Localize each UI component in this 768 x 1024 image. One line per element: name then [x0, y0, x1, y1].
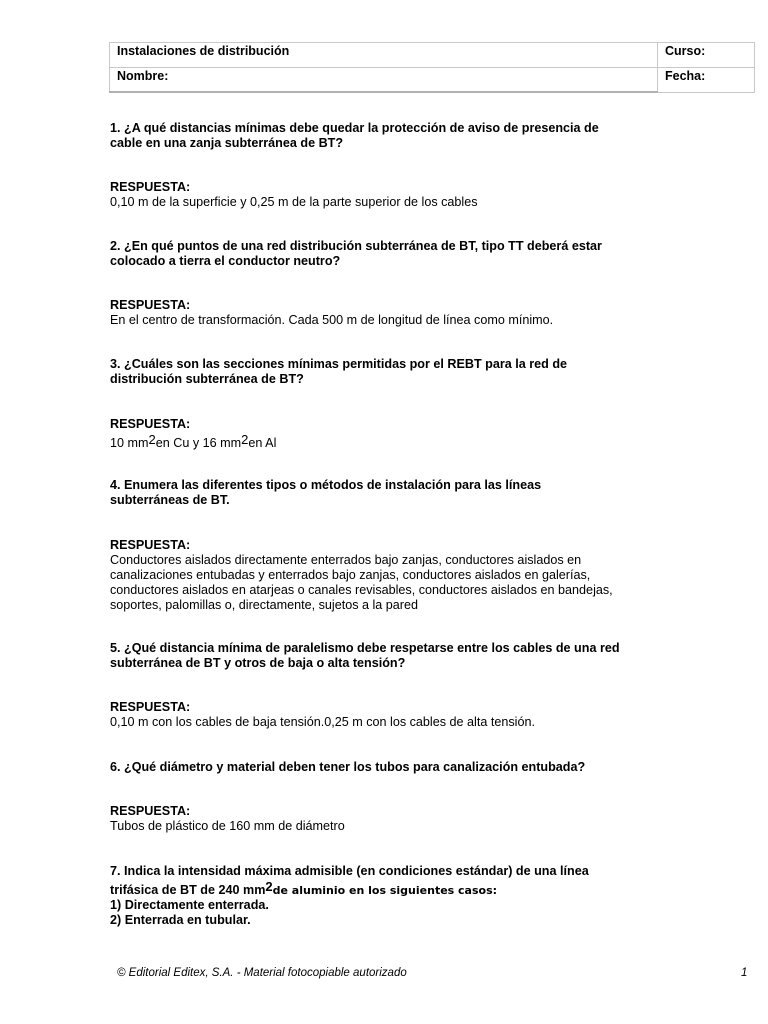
question-4: [110, 478, 670, 508]
answer-5: 0,10 m con los cables de baja tensión.0,25 m con los cables de alta tensión.: [110, 715, 535, 729]
question-2-line-2: colocado a tierra el conductor neutro?: [110, 254, 341, 268]
answer-5-label: RESPUESTA:: [110, 700, 191, 714]
question-7-line-3: 1) Directamente enterrada.: [110, 898, 269, 912]
question-6-line-1: 6. ¿Qué diámetro y material deben tener los tubos para canalización entubada?: [110, 760, 586, 774]
question-1: [110, 121, 670, 151]
question-7-line-2-part-1: trifásica de BT de 240 mm: [110, 883, 266, 897]
answer-3-superscript-2: 2: [241, 432, 249, 447]
answer-3: [110, 432, 670, 451]
answer-2: En el centro de transformación. Cada 500 m de longitud de línea como mínimo.: [110, 313, 554, 327]
question-3: [110, 357, 670, 387]
answer-2-label: RESPUESTA:: [110, 298, 191, 312]
question-7-line-2: [110, 879, 670, 898]
answer-1-label: RESPUESTA:: [110, 180, 191, 194]
page-number: 1: [741, 967, 748, 979]
question-4-line-2: subterráneas de BT.: [110, 493, 230, 507]
answer-6-label: RESPUESTA:: [110, 804, 191, 818]
question-4-line-1: 4. Enumera las diferentes tipos o métodos de instalación para las líneas: [110, 478, 542, 492]
answer-4-line-3: conductores aislados en atarjeas o canales revisables, conductores aislados en bandejas,: [110, 583, 613, 597]
answer-3-part-3: en Al: [248, 436, 277, 450]
header-table: [109, 42, 755, 93]
question-2: [110, 239, 670, 269]
question-2-line-1: 2. ¿En qué puntos de una red distribución subterránea de BT, tipo TT deberá estar: [110, 239, 602, 253]
question-6: [110, 760, 670, 775]
header-underline: [109, 91, 658, 93]
nombre-label: Nombre:: [110, 68, 658, 93]
footer-copyright: © Editorial Editex, S.A. - Material fotocopiable autorizado: [117, 967, 407, 979]
answer-4-line-4: soportes, palomillas o, directamente, sujetos a la pared: [110, 598, 419, 612]
fecha-label: Fecha:: [658, 68, 755, 93]
answer-6: Tubos de plástico de 160 mm de diámetro: [110, 819, 345, 833]
answer-3-label: RESPUESTA:: [110, 417, 191, 431]
answer-1: 0,10 m de la superficie y 0,25 m de la parte superior de los cables: [110, 195, 478, 209]
answer-4-line-1: Conductores aislados directamente enterrados bajo zanjas, conductores aislados en: [110, 553, 582, 567]
question-7-superscript: 2: [265, 879, 273, 894]
question-7-line-2-part-2: de aluminio en los siguientes casos:: [272, 884, 498, 897]
question-5: [110, 641, 670, 671]
question-7-line-4: 2) Enterrada en tubular.: [110, 913, 251, 927]
header-title: Instalaciones de distribución: [110, 43, 658, 68]
question-7-line-1: 7. Indica la intensidad máxima admisible (en condiciones estándar) de una línea: [110, 864, 589, 878]
question-1-line-2: cable en una zanja subterránea de BT?: [110, 136, 344, 150]
answer-3-superscript-1: 2: [148, 432, 156, 447]
question-7: [110, 864, 670, 928]
answer-4: [110, 553, 670, 613]
question-3-line-1: 3. ¿Cuáles son las secciones mínimas permitidas por el REBT para la red de: [110, 357, 568, 371]
question-5-line-1: 5. ¿Qué distancia mínima de paralelismo debe respetarse entre los cables de una red: [110, 641, 620, 655]
answer-4-line-2: canalizaciones entubadas y enterrados bajo zanjas, conductores aislados en galerías,: [110, 568, 591, 582]
answer-4-label: RESPUESTA:: [110, 538, 191, 552]
curso-label: Curso:: [658, 43, 755, 68]
answer-3-part-1: 10 mm: [110, 436, 149, 450]
answer-3-part-2: en Cu y 16 mm: [155, 436, 242, 450]
question-5-line-2: subterránea de BT y otros de baja o alta tensión?: [110, 656, 406, 670]
question-1-line-1: 1. ¿A qué distancias mínimas debe quedar la protección de aviso de presencia de: [110, 121, 599, 135]
question-3-line-2: distribución subterránea de BT?: [110, 372, 304, 386]
